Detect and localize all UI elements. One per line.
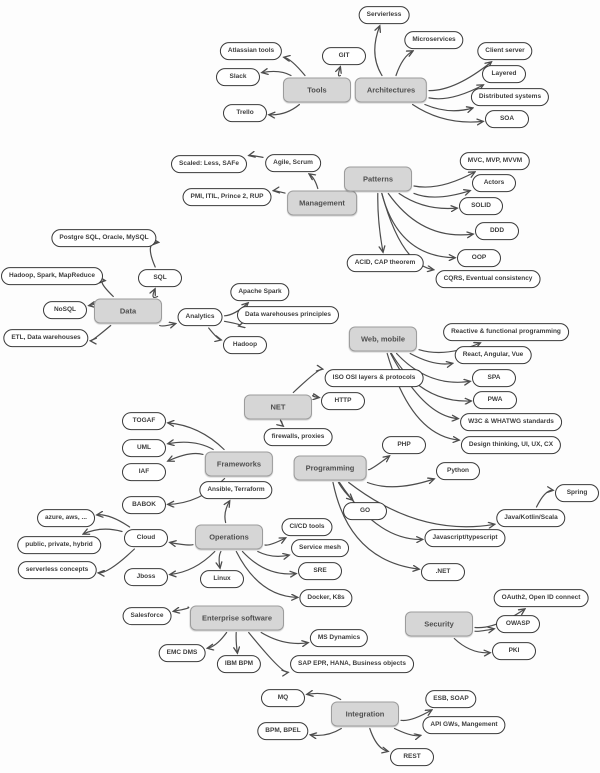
node-design-thinking: Design thinking, UI, UX, CX — [461, 436, 561, 454]
node-programming: Programming — [294, 456, 367, 481]
edge-patterns-actors — [414, 191, 470, 197]
edge-enterprise-ms-dynamics — [261, 633, 308, 644]
node-jboss: Jboss — [124, 568, 168, 586]
edge-management-pmi-itil — [274, 191, 286, 193]
node-hadoop: Hadoop — [223, 336, 267, 354]
edge-enterprise-ibm-bpm — [236, 633, 237, 654]
edge-integration-api-gws — [395, 729, 421, 736]
node-frameworks: Frameworks — [205, 452, 273, 477]
edge-analytics-hadoop — [209, 328, 221, 340]
node-javascript: Javascript/typescript — [424, 529, 505, 547]
node-sap: SAP EPR, HANA, Business objects — [290, 655, 414, 673]
node-azure-aws: azure, aws, ... — [37, 509, 95, 527]
node-owasp: OWASP — [496, 615, 540, 633]
node-ansible: Ansible, Terraform — [199, 481, 272, 499]
edge-cloud-azure-aws — [97, 515, 130, 527]
node-bpm-bpel: BPM, BPEL — [257, 722, 308, 740]
node-pmi-itil: PMI, ITIL, Prince 2, RUP — [183, 188, 272, 206]
edge-architectures-serverless — [375, 26, 382, 76]
node-dotnet: .NET — [421, 563, 465, 581]
edge-security-owasp — [475, 629, 494, 632]
node-git: GIT — [322, 47, 366, 65]
node-net: NET — [244, 395, 312, 420]
node-java: Java/Kotlin/Scala — [496, 509, 565, 527]
node-trello: Trello — [223, 104, 267, 122]
node-public-private: public, private, hybrid — [17, 536, 101, 554]
edge-enterprise-emc-dms — [208, 633, 227, 649]
node-etl: ETL, Data warehouses — [3, 329, 88, 347]
node-hadoop-spark: Hadoop, Spark, MapReduce — [1, 267, 103, 285]
node-dw-principles: Data warehouses principles — [237, 306, 339, 324]
node-cloud: Cloud — [124, 529, 168, 547]
node-go: GO — [343, 502, 387, 520]
node-php: PHP — [382, 436, 426, 454]
edge-programming-php — [369, 456, 390, 470]
edge-operations-cicd — [265, 538, 286, 545]
node-api-gws: API GWs, Mangement — [422, 716, 505, 734]
node-security: Security — [405, 612, 473, 637]
node-spa: SPA — [472, 369, 516, 387]
node-operations: Operations — [195, 525, 263, 550]
node-architectures: Architectures — [355, 78, 427, 103]
node-uml: UML — [122, 439, 166, 457]
node-actors: Actors — [472, 174, 516, 192]
node-cqrs: CQRS, Eventual consistency — [436, 270, 541, 288]
edge-architectures-microservices — [396, 51, 413, 76]
edge-architectures-soa — [413, 105, 483, 123]
node-sql: SQL — [138, 269, 182, 287]
node-serverless-concepts: serverless concepts — [18, 561, 97, 579]
node-oauth2: OAuth2, Open ID connect — [494, 589, 589, 607]
edge-management-agile-scrum — [309, 174, 318, 189]
edge-integration-rest — [370, 729, 388, 752]
node-analytics: Analytics — [178, 308, 223, 326]
node-emc-dms: EMC DMS — [159, 644, 206, 662]
node-acid: ACID, CAP theorem — [347, 254, 424, 272]
node-soa: SOA — [485, 110, 529, 128]
node-agile-scrum: Agile, Scrum — [265, 154, 321, 172]
edge-programming-dotnet — [333, 483, 419, 570]
node-sre: SRE — [298, 562, 342, 580]
node-integration: Integration — [331, 702, 399, 727]
edge-operations-cloud — [170, 543, 193, 545]
node-layered: Layered — [482, 65, 526, 83]
edge-architectures-distributed-systems — [425, 105, 473, 111]
node-pki: PKI — [492, 642, 536, 660]
edge-net-firewalls — [282, 422, 284, 427]
edge-cloud-public-private — [83, 529, 122, 534]
edge-integration-mq — [307, 693, 341, 699]
node-babok: BABOK — [122, 496, 166, 514]
edge-tools-atlassian-tools — [284, 57, 305, 75]
node-scaled-less-safe: Scaled: Less, SAFe — [171, 155, 247, 173]
edge-data-hadoop-spark — [102, 281, 113, 297]
edge-enterprise-salesforce — [174, 607, 189, 611]
edge-frameworks-uml — [168, 442, 213, 449]
node-ddd: DDD — [475, 222, 519, 240]
node-patterns: Patterns — [344, 167, 412, 192]
node-react: React, Angular, Vue — [455, 346, 532, 364]
edge-data-analytics — [160, 324, 176, 326]
edge-tools-trello — [269, 105, 299, 115]
node-ibm-bpm: IBM BPM — [217, 655, 261, 673]
node-iaf: IAF — [122, 463, 166, 481]
node-pwa: PWA — [473, 391, 517, 409]
node-atlassian-tools: Atlassian tools — [220, 42, 282, 60]
node-solid: SOLID — [459, 197, 503, 215]
edge-operations-ansible — [225, 501, 230, 523]
edge-web-mobile-react — [410, 354, 452, 365]
edge-net-iso-osi — [293, 369, 322, 392]
node-tools: Tools — [283, 78, 351, 103]
node-data: Data — [94, 299, 162, 324]
node-w3c: W3C & WHATWG standards — [460, 413, 562, 431]
node-postgre: Postgre SQL, Oracle, MySQL — [51, 229, 156, 247]
node-nosql: NoSQL — [43, 301, 87, 319]
edge-tools-slack — [262, 71, 291, 75]
node-linux: Linux — [200, 570, 244, 588]
node-management: Management — [287, 191, 357, 216]
node-oop: OOP — [457, 249, 501, 267]
node-slack: Slack — [216, 68, 260, 86]
edge-operations-service-mesh — [258, 552, 289, 557]
edge-tools-git — [338, 67, 340, 76]
node-service-mesh: Service mesh — [291, 539, 349, 557]
edge-data-etl — [91, 326, 111, 341]
node-ms-dynamics: MS Dynamics — [310, 629, 368, 647]
edge-frameworks-togaf — [168, 423, 224, 450]
node-serverless: Servierless — [359, 6, 410, 24]
edge-net-http — [313, 395, 319, 398]
node-distributed-systems: Distributed systems — [471, 88, 549, 106]
node-http: HTTP — [321, 392, 365, 410]
node-docker: Docker, K8s — [299, 589, 352, 607]
node-reactive: Reactive & functional programming — [443, 323, 569, 341]
edge-security-pki — [454, 639, 490, 653]
node-iso-osi: ISO OSI layers & protocols — [325, 369, 424, 387]
edge-java-spring — [537, 490, 554, 507]
node-microservices: Microservices — [404, 31, 463, 49]
node-client-server: Client server — [477, 42, 532, 60]
edge-operations-linux — [219, 552, 221, 569]
edge-integration-bpm-bpel — [311, 729, 342, 736]
node-apache-spark: Apache Spark — [230, 283, 289, 301]
edge-agile-scrum-scaled-less-safe — [249, 155, 263, 157]
edge-analytics-dw-principles — [225, 321, 240, 326]
node-esb-soap: ESB, SOAP — [425, 690, 476, 708]
node-rest: REST — [390, 748, 434, 766]
node-mq: MQ — [261, 689, 305, 707]
node-spring: Spring — [555, 484, 599, 502]
node-salesforce: Salesforce — [123, 607, 172, 625]
node-mvc: MVC, MVP, MVVM — [460, 152, 530, 170]
edge-patterns-mvc — [414, 172, 475, 187]
node-python: Python — [436, 462, 480, 480]
edge-data-sql — [153, 289, 158, 297]
edge-frameworks-iaf — [168, 453, 203, 461]
node-cicd: CI/CD tools — [281, 518, 332, 536]
node-togaf: TOGAF — [122, 412, 166, 430]
edge-programming-python — [368, 479, 435, 487]
edge-patterns-acid — [378, 194, 383, 253]
node-firewalls: firewalls, proxies — [264, 428, 333, 446]
node-enterprise: Enterprise software — [190, 606, 284, 631]
node-web-mobile: Web, mobile — [349, 327, 417, 352]
